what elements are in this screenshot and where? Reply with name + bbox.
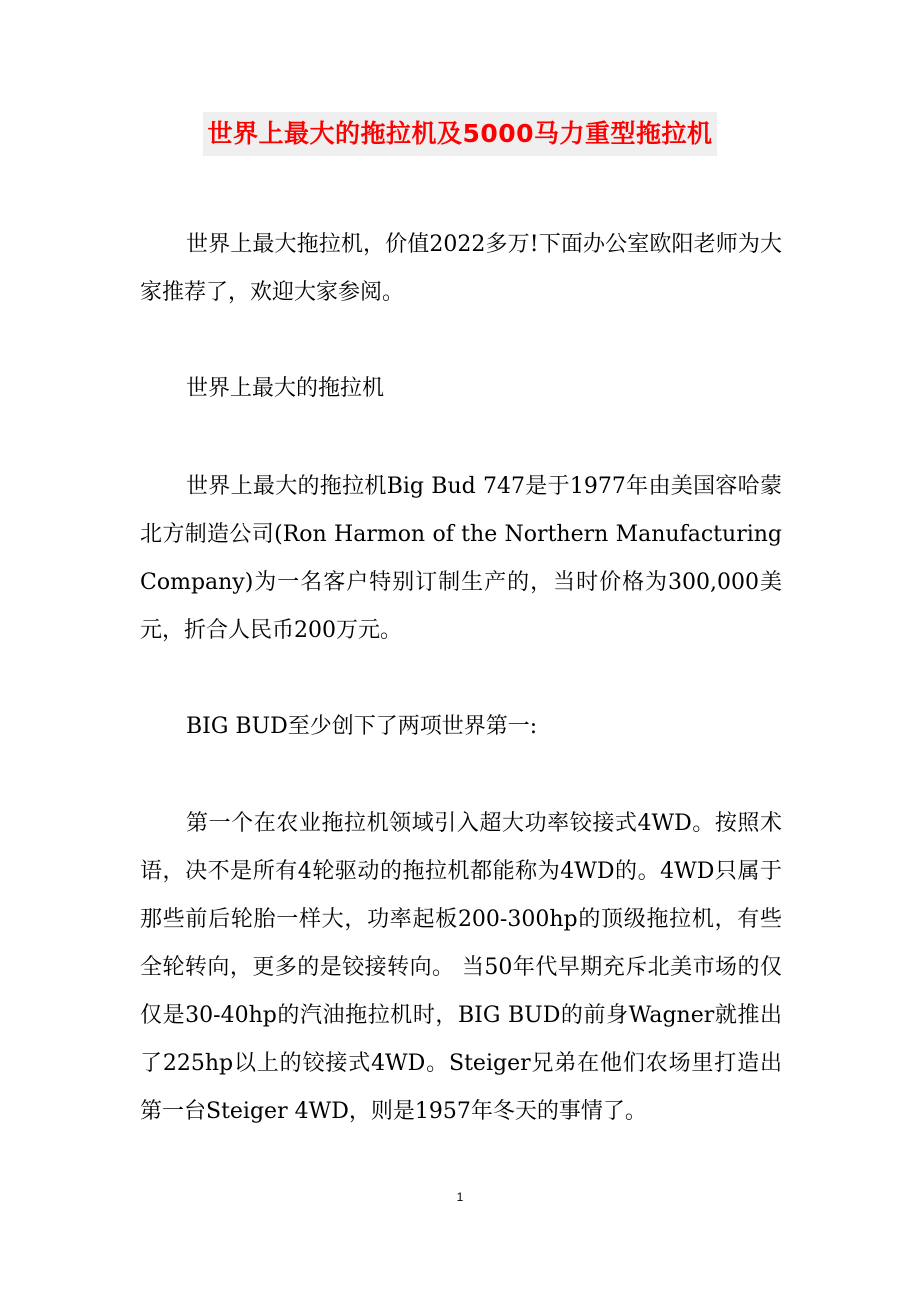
document-title: 世界上最大的拖拉机及5000马力重型拖拉机 [203, 112, 716, 156]
paragraph-intro: 世界上最大拖拉机，价值2022多万!下面办公室欧阳老师为大家推荐了，欢迎大家参阅。 [140, 232, 782, 305]
paragraph-bigbud-747: 世界上最大的拖拉机Big Bud 747是于1977年由美国容哈蒙北方制造公司(Ron Harmon of the Northern Manufacturing Company)为一名客户特别订制生产的，当时价格为300,000美元，折合人民币200万元。 [140, 474, 782, 643]
paragraph-heading: 世界上最大的拖拉机 [186, 376, 385, 401]
paragraph-world-firsts: BIG BUD至少创下了两项世界第一: [186, 714, 538, 739]
page-number: 1 [456, 1190, 464, 1204]
title-container [0, 112, 920, 156]
paragraph-first-4wd: 第一个在农业拖拉机领域引入超大功率铰接式4WD。按照术语，决不是所有4轮驱动的拖拉机都能称为4WD的。4WD只属于那些前后轮胎一样大，功率起板200-300hp的顶级拖拉机，有些全轮转向，更多的是铰接转向。 当50年代早期充斥北美市场的仅仅是30-40hp的汽油拖拉机时，BIG BUD的前身Wagner就推出了225hp以上的铰接式4WD。Steiger兄弟在他们农场里打造出第一台Steiger 4WD，则是1957年冬天的事情了。 [140, 811, 782, 1124]
